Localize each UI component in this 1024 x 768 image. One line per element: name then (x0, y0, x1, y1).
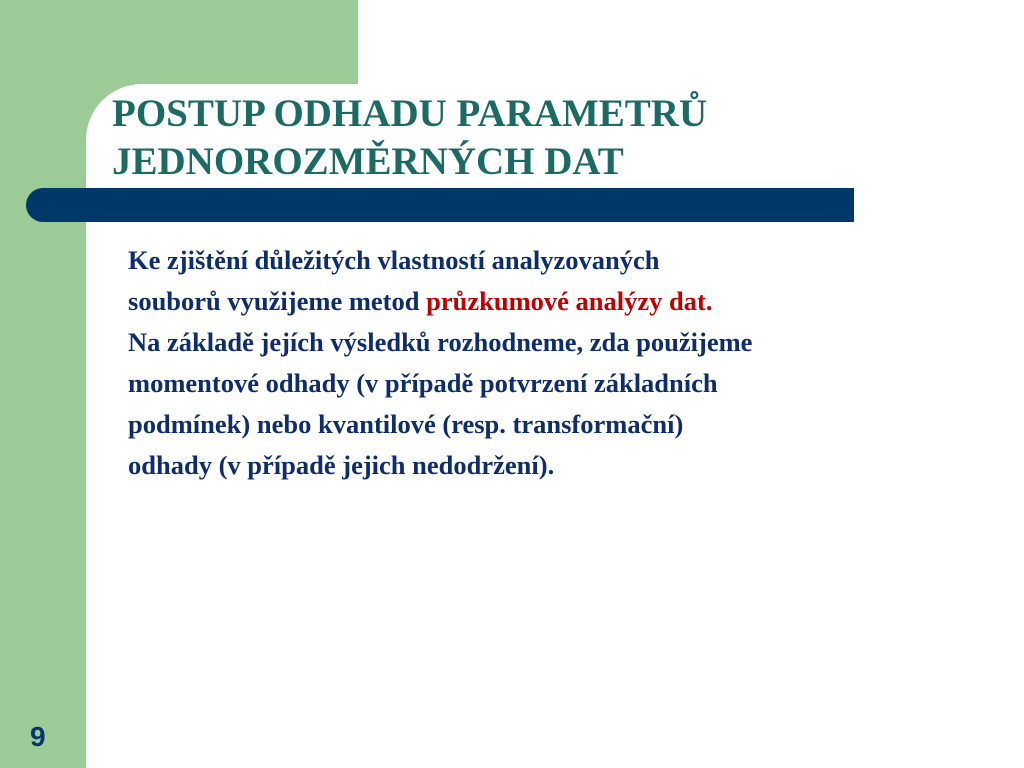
body-line-2-text: souborů využijeme metod (128, 286, 427, 316)
body-line-3: Na základě jejích výsledků rozhodneme, zda použijeme (128, 327, 753, 357)
body-line-5: podmínek) nebo kvantilové (resp. transformační) (128, 409, 684, 439)
slide-title-line-1: POSTUP ODHADU PARAMETRŮ (112, 92, 708, 135)
body-line-4: momentové odhady (v případě potvrzení základních (128, 368, 718, 398)
title-divider-bar (26, 188, 854, 222)
slide-title-line-2: JEDNOROZMĚRNÝCH DAT (112, 140, 624, 183)
body-line-1: Ke zjištění důležitých vlastností analyzovaných (128, 245, 660, 275)
slide-body (128, 240, 968, 486)
body-line-6: odhady (v případě jejich nedodržení). (128, 450, 555, 480)
page-number: 9 (30, 721, 46, 752)
body-line-2 (128, 281, 968, 322)
highlighted-term: průzkumové analýzy dat. (426, 286, 713, 316)
slide-title (112, 90, 707, 186)
